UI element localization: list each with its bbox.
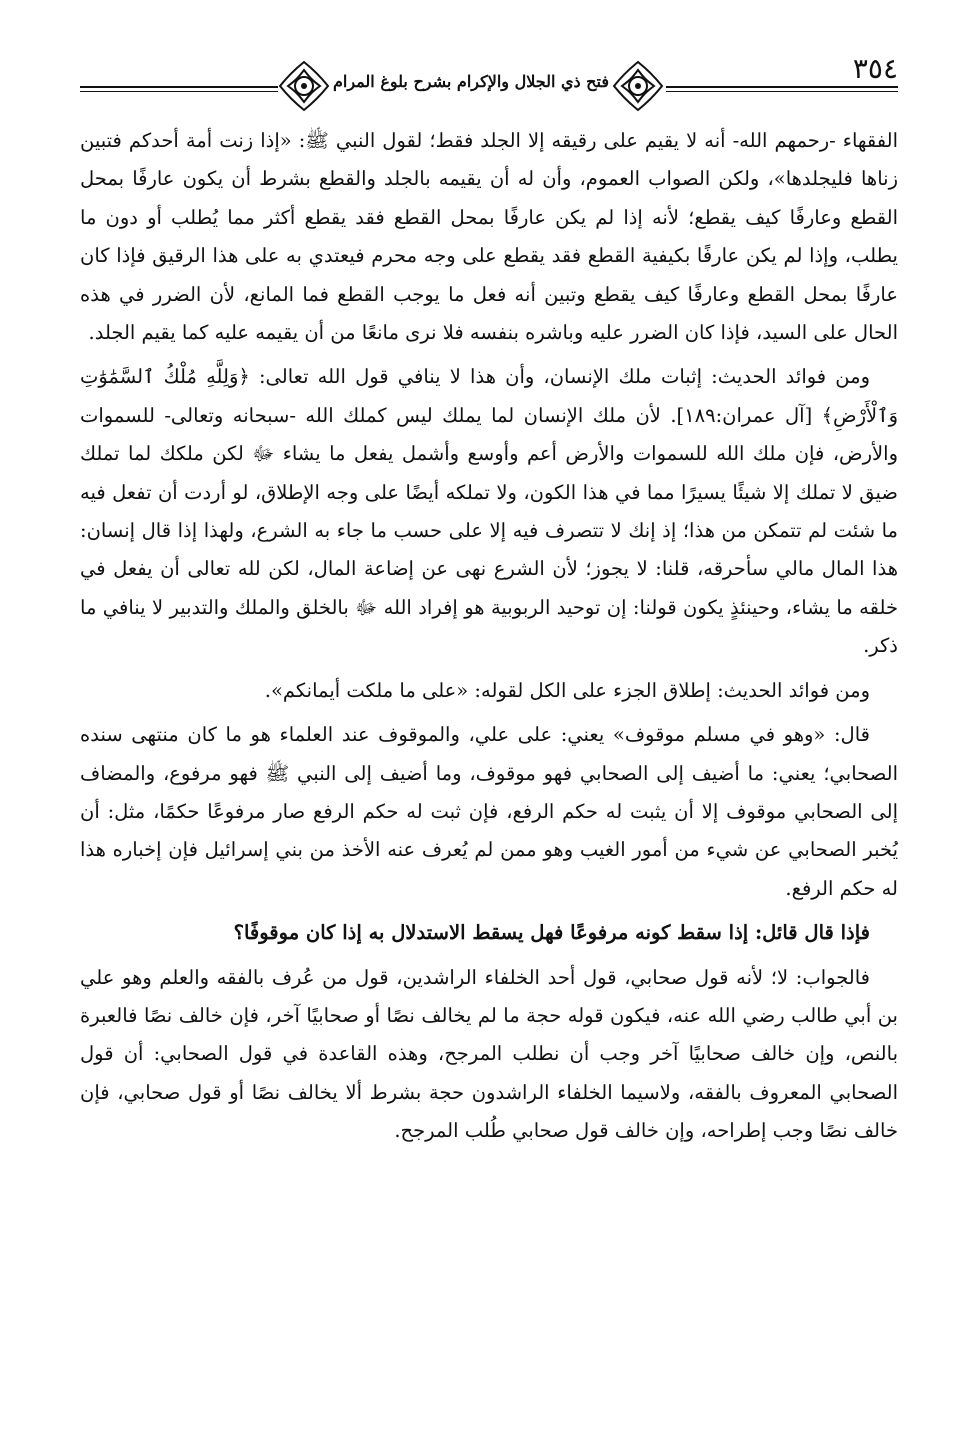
header-rule-left bbox=[80, 86, 278, 92]
page-number: ٣٥٤ bbox=[852, 52, 898, 85]
ornament-left-icon bbox=[276, 58, 332, 114]
page-body bbox=[80, 122, 898, 1157]
paragraph-5: فإذا قال قائل: إذا سقط كونه مرفوعًا فهل يسقط الاستدلال به إذا كان موقوفًا؟ bbox=[233, 921, 870, 945]
paragraph-2: ومن فوائد الحديث: إثبات ملك الإنسان، وأن هذا لا ينافي قول الله تعالى: ﴿وَلِلَّهِ مُلْكُ ٱلسَّمَٰوَٰتِ وَٱلْأَرْضِ﴾ [آل عمران:١٨٩]. لأن ملك الإنسان لما يملك ليس كملك الله -سبحانه وتعالى- للسموات والأرض، فإن ملك الله للسموات والأرض أعم وأوسع وأشمل يفعل ما يشاء ﷻ لكن ملكك لما تملك ضيق لا تملك إلا شيئًا يسيرًا مما في هذا الكون، ولا تملكه أيضًا على وجه الإطلاق، لو أردت أن تفعل فيه ما شئت لم تتمكن من هذا؛ إذ إنك لا تتصرف فيه إلا على حسب ما جاء به الشرع، ولهذا إذا قال إنسان: هذا المال مالي سأحرقه، قلنا: لا يجوز؛ لأن الشرع نهى عن إضاعة المال، لكن لله تعالى أن يفعل في خلقه ما يشاء، وحينئذٍ يكون قولنا: إن توحيد الربوبية هو إفراد الله ﷻ بالخلق والملك والتدبير لا ينافي ما ذكر. bbox=[80, 365, 898, 658]
book-title: فتح ذي الجلال والإكرام بشرح بلوغ المرام bbox=[333, 72, 609, 91]
page-header bbox=[80, 52, 898, 116]
paragraph-3: ومن فوائد الحديث: إطلاق الجزء على الكل لقوله: «على ما ملكت أيمانكم». bbox=[264, 678, 870, 702]
paragraph-1: الفقهاء -رحمهم الله- أنه لا يقيم على رقيقه إلا الجلد فقط؛ لقول النبي ﷺ: «إذا زنت أمة أحدكم فتبين زناها فليجلدها»، ولكن الصواب العموم، وأن له أن يقيمه بالجلد والقطع بشرط أن يكون عارفًا بمحل القطع وعارفًا كيف يقطع؛ لأنه إذا لم يكن عارفًا بمحل القطع فقد يقطع أكثر مما يُطلب أو دون ما يطلب، وإذا لم يكن عارفًا بكيفية القطع فقد يقطع على وجه محرم فيعتدي به على هذا الرقيق فإذا كان عارفًا بمحل القطع وعارفًا كيف يقطع وتبين أنه فعل ما يوجب القطع فما المانع، لأن الضرر في هذه الحال على السيد، فإذا كان الضرر عليه وباشره بنفسه فلا نرى مانعًا من أن يقيمه عليه كما يقيم الجلد. bbox=[80, 129, 898, 345]
header-rule-right bbox=[666, 86, 728, 92]
header-rule-right-outer bbox=[728, 86, 898, 92]
ornament-right-icon bbox=[610, 58, 666, 114]
paragraph-6: فالجواب: لا؛ لأنه قول صحابي، قول أحد الخلفاء الراشدين، قول من عُرف بالفقه والعلم وهو علي بن أبي طالب رضي الله عنه، فيكون قوله حجة ما لم يخالف نصًا أو صحابيًا آخر، فإن خالف نصًا فالعبرة بالنص، وإن خالف صحابيًا آخر وجب أن نطلب المرجح، وهذه القاعدة في قول الصحابي: أن قول الصحابي المعروف بالفقه، ولاسيما الخلفاء الراشدون حجة بشرط ألا يخالف نصًا أو قول صحابي، فإن خالف نصًا وجب إطراحه، وإن خالف قول صحابي طُلب المرجح. bbox=[80, 965, 898, 1143]
paragraph-4: قال: «وهو في مسلم موقوف» يعني: على علي، والموقوف عند العلماء هو ما كان منتهى سنده الصحابي؛ يعني: ما أضيف إلى الصحابي فهو موقوف، وما أضيف إلى النبي ﷺ فهو مرفوع، والمضاف إلى الصحابي موقوف إلا أن يثبت له حكم الرفع، فإن ثبت له حكم الرفع صار مرفوعًا حكمًا، مثل: أن يُخبر الصحابي عن شيء من أمور الغيب وهو ممن لم يُعرف عنه الأخذ من بني إسرائيل فإن إخباره هذا له حكم الرفع. bbox=[80, 723, 898, 900]
